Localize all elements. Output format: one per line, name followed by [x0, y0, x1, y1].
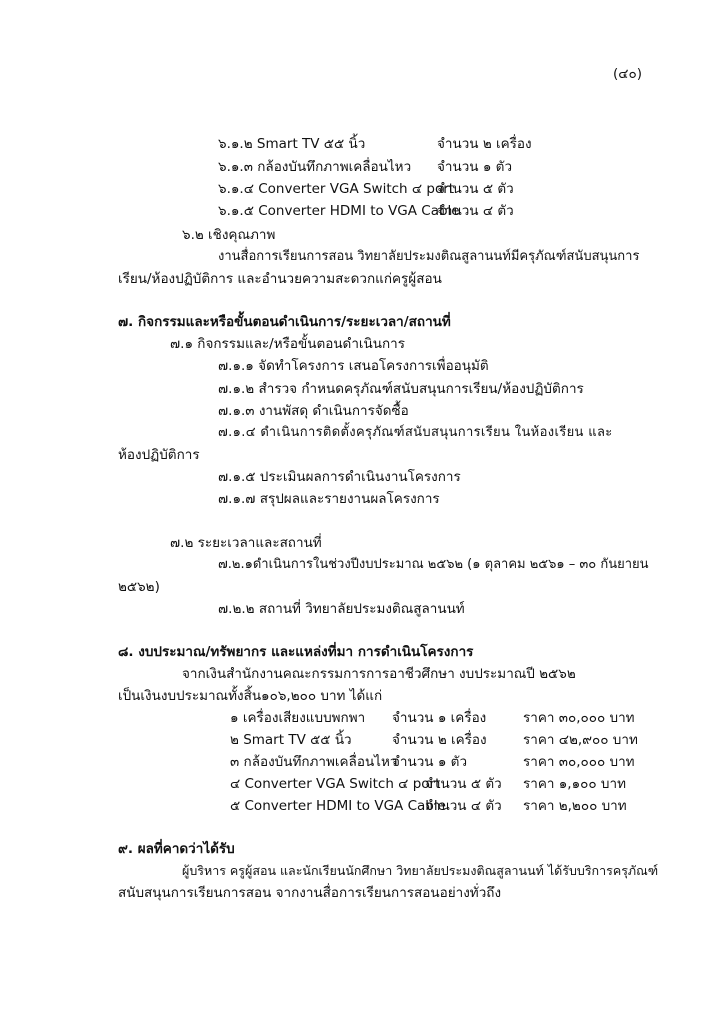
budget-item-qty: จำนวน ๕ ตัว [425, 776, 502, 792]
equipment-name: ๖.๑.๔ Converter VGA Switch ๔ port [218, 181, 455, 197]
activity-item: ๗.๑.๗ สรุปผลและรายงานผลโครงการ [218, 491, 440, 507]
section-7-2-heading: ๗.๒ ระยะเวลาและสถานที่ [170, 535, 322, 551]
page-number: (๔๐) [613, 66, 642, 82]
equipment-qty: จำนวน ๒ เครื่อง [437, 136, 532, 152]
budget-item-qty: จำนวน ๑ เครื่อง [392, 710, 487, 726]
budget-item-name: ๓ กล้องบันทึกภาพเคลื่อนไหว [230, 754, 398, 770]
budget-item-name: ๔ Converter VGA Switch ๔ port [230, 776, 441, 792]
time-period-continuation: ๒๕๖๒) [118, 579, 160, 595]
section-7-1-heading: ๗.๑ กิจกรรมและ/หรือขั้นตอนดำเนินการ [170, 336, 405, 352]
activity-item: ๗.๑.๕ ประเมินผลการดำเนินงานโครงการ [218, 469, 461, 485]
budget-item-price: ราคา ๑,๑๐๐ บาท [523, 776, 626, 792]
budget-item-name: ๒ Smart TV ๕๕ นิ้ว [230, 732, 352, 748]
activity-item: ๗.๑.๑ จัดทำโครงการ เสนอโครงการเพื่ออนุมัติ [218, 358, 489, 374]
budget-item-name: ๕ Converter HDMI to VGA Cable [230, 798, 446, 814]
equipment-name: ๖.๑.๒ Smart TV ๕๕ นิ้ว [218, 136, 366, 152]
budget-intro: จากเงินสำนักงานคณะกรรมการการอาชีวศึกษา งบประมาณปี ๒๕๖๒ [182, 666, 576, 682]
equipment-qty: จำนวน ๕ ตัว [437, 181, 514, 197]
equipment-qty: จำนวน ๔ ตัว [437, 203, 514, 219]
budget-item-qty: จำนวน ๒ เครื่อง [392, 732, 487, 748]
budget-item-price: ราคา ๒,๒๐๐ บาท [523, 798, 627, 814]
activity-item: ๗.๑.๒ สำรวจ กำหนดครุภัณฑ์สนับสนุนการเรียน/ห้องปฏิบัติการ [218, 381, 584, 397]
expected-result: สนับสนุนการเรียนการสอน จากงานสื่อการเรียนการสอนอย่างทั่วถึง [118, 885, 502, 901]
section-9-heading: ๙. ผลที่คาดว่าได้รับ [118, 841, 235, 857]
quality-heading: ๖.๒ เชิงคุณภาพ [182, 227, 276, 243]
budget-item-price: ราคา ๔๒,๙๐๐ บาท [523, 732, 638, 748]
equipment-qty: จำนวน ๑ ตัว [437, 159, 513, 175]
quality-text: เรียน/ห้องปฏิบัติการ และอำนวยความสะดวกแก่ครูผู้สอน [118, 271, 442, 287]
budget-item-price: ราคา ๓๐,๐๐๐ บาท [523, 710, 635, 726]
location: ๗.๒.๒ สถานที่ วิทยาลัยประมงติณสูลานนท์ [218, 601, 465, 617]
section-8-heading: ๘. งบประมาณ/ทรัพยากร และแหล่งที่มา การดำเนินโครงการ [118, 644, 474, 660]
equipment-name: ๖.๑.๓ กล้องบันทึกภาพเคลื่อนไหว [218, 159, 412, 175]
activity-item-continuation: ห้องปฏิบัติการ [118, 447, 200, 463]
section-7-heading: ๗. กิจกรรมและหรือขั้นตอนดำเนินการ/ระยะเวลา/สถานที่ [118, 314, 451, 330]
time-period: ๗.๒.๑ดำเนินการในช่วงปีงบประมาณ ๒๕๖๒ (๑ ตุลาคม ๒๕๖๑ – ๓๐ กันยายน [218, 557, 649, 572]
budget-item-qty: จำนวน ๑ ตัว [392, 754, 468, 770]
budget-item-name: ๑ เครื่องเสียงแบบพกพา [230, 710, 366, 726]
quality-text: งานสื่อการเรียนการสอน วิทยาลัยประมงติณสูลานนท์มีครุภัณฑ์สนับสนุนการ [218, 249, 640, 264]
activity-item: ๗.๑.๓ งานพัสดุ ดำเนินการจัดซื้อ [218, 403, 409, 419]
budget-item-qty: จำนวน ๔ ตัว [425, 798, 502, 814]
activity-item: ๗.๑.๔ ดำเนินการติดตั้งครุภัณฑ์สนับสนุนการเรียน ในห้องเรียน และ [218, 425, 613, 440]
equipment-name: ๖.๑.๕ Converter HDMI to VGA Cable [218, 203, 460, 219]
budget-total: เป็นเงินงบประมาณทั้งสิ้น๑๐๖,๒๐๐ บาท ได้แก่ [118, 688, 383, 704]
budget-item-price: ราคา ๓๐,๐๐๐ บาท [523, 754, 635, 770]
expected-result: ผู้บริหาร ครูผู้สอน และนักเรียนนักศึกษา วิทยาลัยประมงติณสูลานนท์ ได้รับบริการครุภัณฑ์ [182, 863, 659, 878]
